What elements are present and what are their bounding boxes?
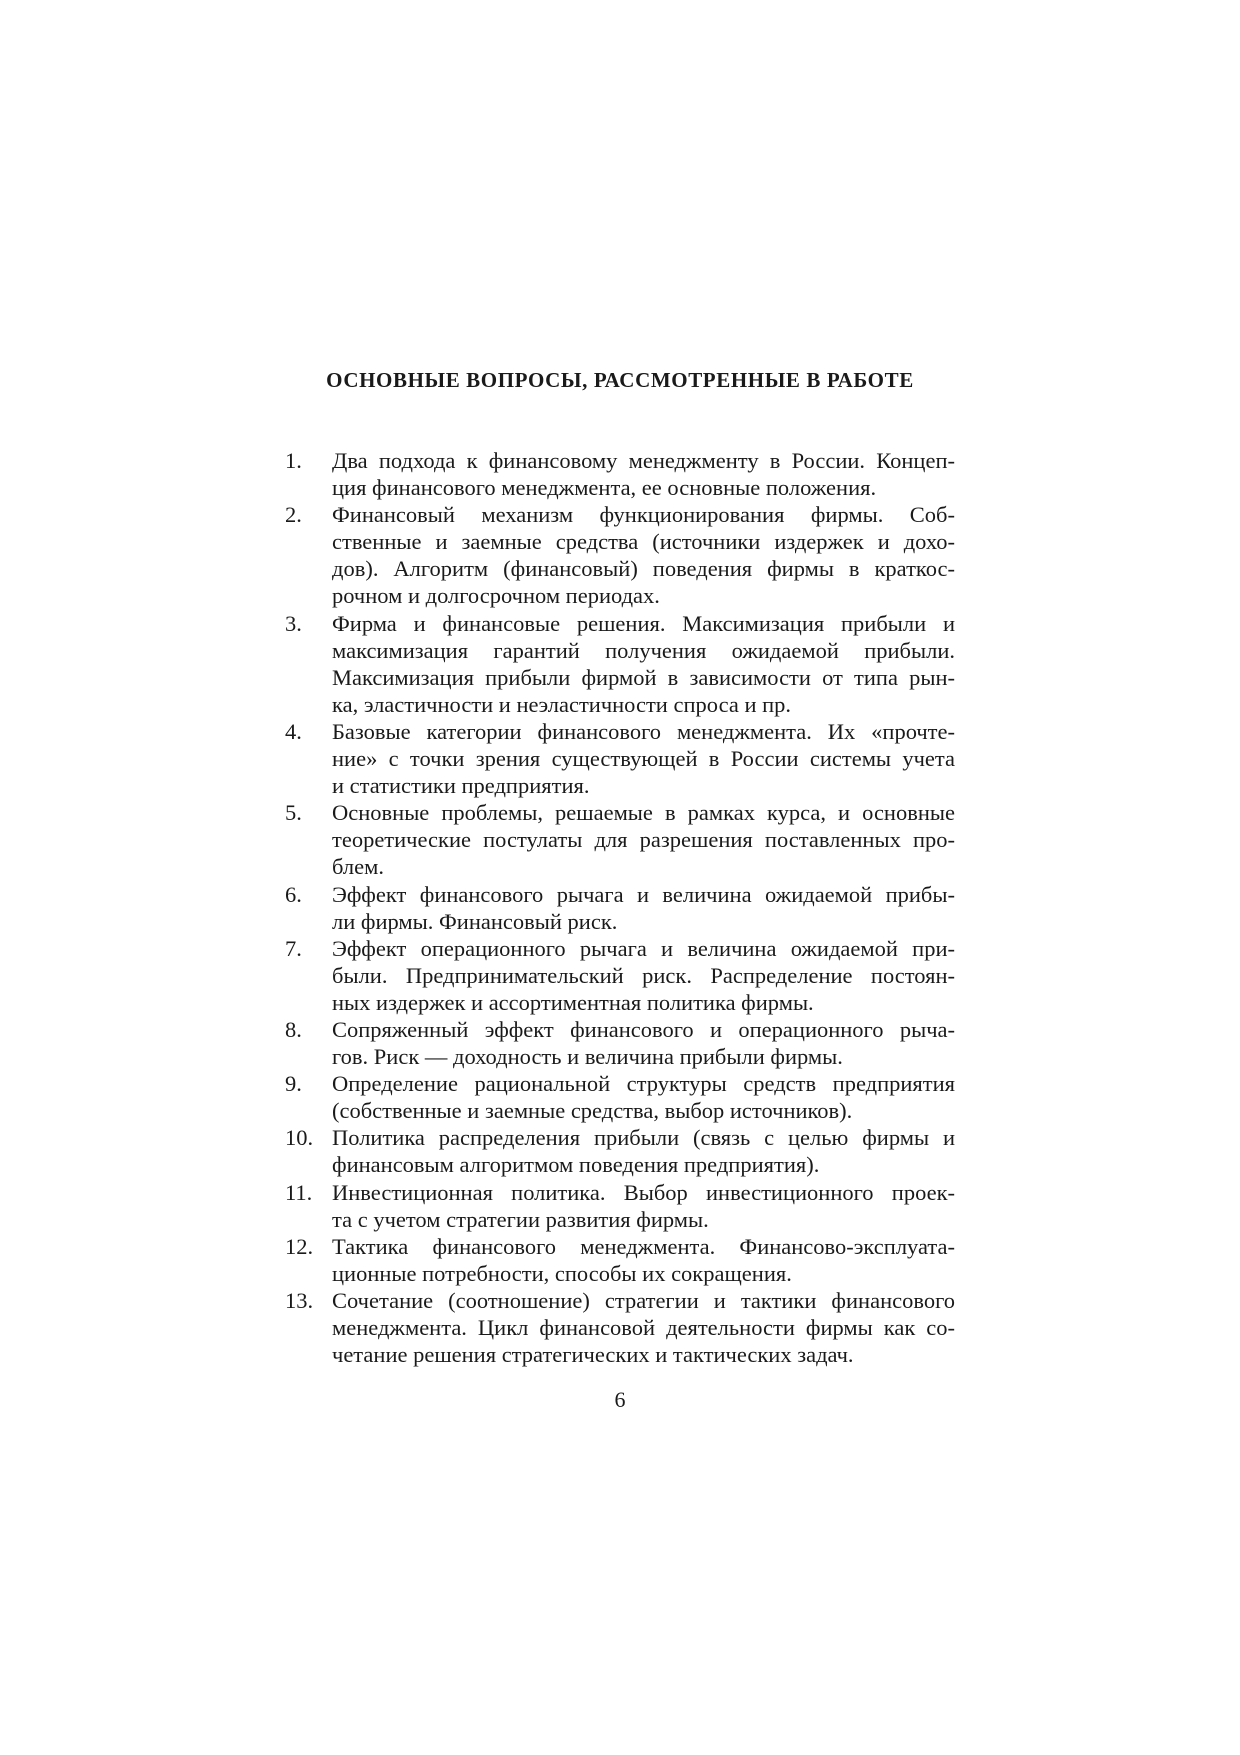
- list-item: [285, 1016, 955, 1070]
- item-text-line: Фирма и финансовые решения. Максимизация прибыли и: [332, 610, 955, 636]
- list-item: [285, 1287, 955, 1368]
- item-text-line: максимизация гарантий получения ожидаемой прибыли.: [332, 637, 955, 663]
- item-text-line: Финансовый механизм функционирования фирмы. Соб-: [332, 502, 955, 528]
- item-text-line: четание решения стратегических и тактических задач.: [332, 1342, 854, 1368]
- item-text-line: та с учетом стратегии развития фирмы.: [332, 1206, 709, 1232]
- item-number: 12.: [285, 1233, 314, 1259]
- item-text-line: Сопряженный эффект финансового и операционного рыча-: [332, 1016, 955, 1042]
- section-heading: ОСНОВНЫЕ ВОПРОСЫ, РАССМОТРЕННЫЕ В РАБОТЕ: [326, 368, 914, 392]
- item-number: 6.: [285, 881, 302, 907]
- item-text-line: Сочетание (соотношение) стратегии и тактики финансового: [332, 1287, 955, 1313]
- item-text-line: финансовым алгоритмом поведения предприятия).: [332, 1152, 820, 1178]
- item-number: 11.: [285, 1179, 313, 1205]
- item-number: 2.: [285, 502, 302, 528]
- item-number: 10.: [285, 1125, 314, 1151]
- item-number: 7.: [285, 935, 302, 961]
- item-text-line: гов. Риск — доходность и величина прибыли фирмы.: [332, 1044, 843, 1070]
- page-number: 6: [614, 1387, 626, 1412]
- item-number: 13.: [285, 1287, 314, 1313]
- item-text-line: и статистики предприятия.: [332, 773, 590, 799]
- item-text-line: Эффект финансового рычага и величина ожидаемой прибы-: [332, 881, 955, 907]
- item-text-line: дов). Алгоритм (финансовый) поведения фирмы в краткос-: [332, 556, 955, 582]
- item-text-line: (собственные и заемные средства, выбор источников).: [332, 1098, 853, 1124]
- list-item: [285, 1124, 955, 1178]
- list-item: [285, 1233, 955, 1287]
- item-text-line: Определение рациональной структуры средств предприятия: [332, 1071, 955, 1097]
- item-text-line: ственные и заемные средства (источники издержек и дохо-: [332, 529, 955, 555]
- questions-list: [285, 447, 955, 1368]
- item-text-line: ционные потребности, способы их сокращения.: [332, 1260, 792, 1286]
- list-item: [285, 935, 955, 1016]
- item-number: 1.: [285, 448, 302, 473]
- item-text-line: Основные проблемы, решаемые в рамках курса, и основные: [332, 800, 955, 826]
- item-number: 8.: [285, 1016, 302, 1042]
- item-text-line: Эффект операционного рычага и величина ожидаемой при-: [332, 935, 955, 961]
- list-item: [285, 1179, 955, 1233]
- item-text-line: были. Предпринимательский риск. Распределение постоян-: [332, 962, 955, 988]
- item-number: 3.: [285, 610, 302, 636]
- item-text-line: ных издержек и ассортиментная политика фирмы.: [332, 989, 814, 1015]
- item-text-line: Два подхода к финансовому менеджменту в России. Концеп-: [332, 448, 955, 473]
- list-item: [285, 799, 955, 880]
- item-text-line: ние» с точки зрения существующей в России системы учета: [332, 746, 955, 772]
- item-text-line: блем.: [332, 854, 384, 880]
- item-text-line: Базовые категории финансового менеджмента. Их «прочте-: [332, 718, 955, 744]
- item-text-line: рочном и долгосрочном периодах.: [332, 583, 660, 609]
- item-text-line: ция финансового менеджмента, ее основные положения.: [332, 475, 877, 501]
- item-text-line: Политика распределения прибыли (связь с целью фирмы и: [332, 1125, 955, 1151]
- list-item: [285, 881, 955, 935]
- item-text-line: теоретические постулаты для разрешения поставленных про-: [332, 827, 955, 853]
- item-text-line: ли фирмы. Финансовый риск.: [332, 908, 618, 934]
- item-number: 4.: [285, 718, 302, 744]
- list-item: [285, 610, 955, 718]
- item-text-line: ка, эластичности и неэластичности спроса и пр.: [332, 691, 792, 717]
- item-text-line: Тактика финансового менеджмента. Финансово-эксплуата-: [332, 1233, 955, 1259]
- item-number: 9.: [285, 1071, 302, 1097]
- item-text-line: Максимизация прибыли фирмой в зависимости от типа рын-: [332, 664, 955, 690]
- list-item: [285, 1070, 955, 1124]
- item-text-line: Инвестиционная политика. Выбор инвестиционного проек-: [332, 1179, 955, 1205]
- list-item: [285, 501, 955, 609]
- item-text-line: менеджмента. Цикл финансовой деятельности фирмы как со-: [332, 1315, 955, 1340]
- list-item: [285, 718, 955, 799]
- item-number: 5.: [285, 800, 302, 826]
- list-item: [285, 447, 955, 501]
